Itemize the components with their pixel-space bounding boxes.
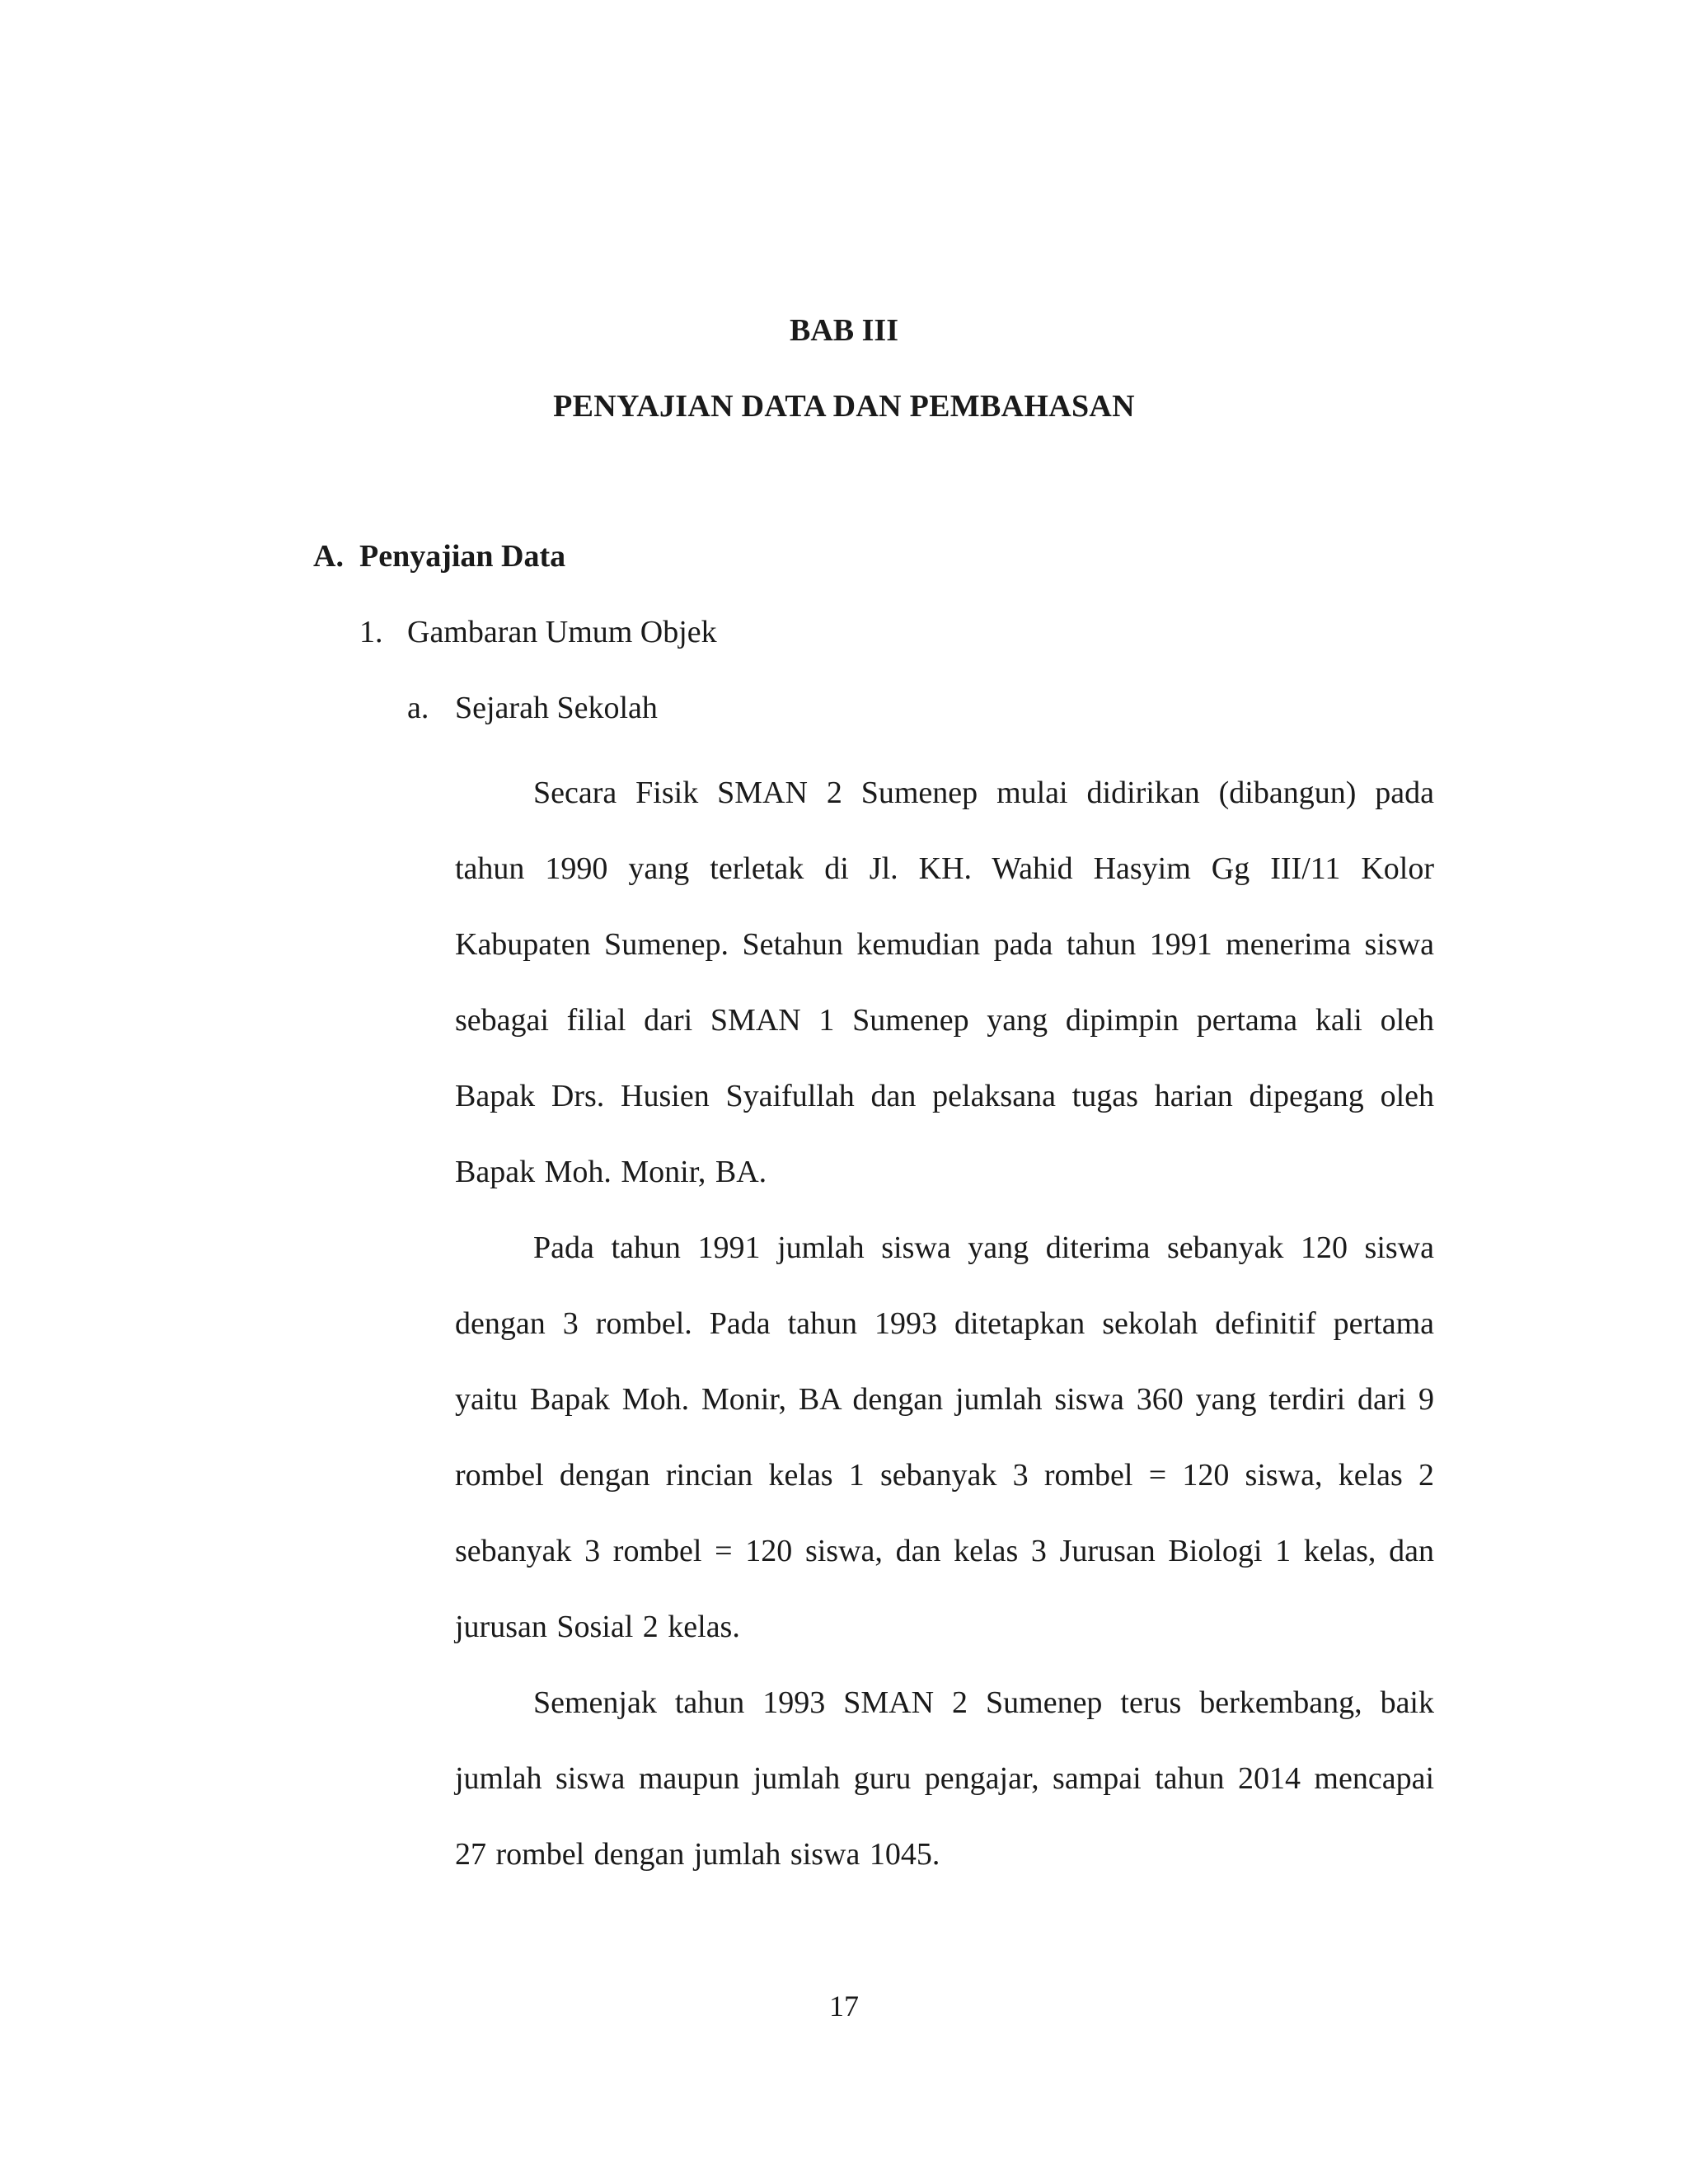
body-text <box>455 755 1434 1892</box>
paragraph: Pada tahun 1991 jumlah siswa yang diterima sebanyak 120 siswa dengan 3 rombel. Pada tahun 1993 ditetapkan sekolah definitif pertama yaitu Bapak Moh. Monir, BA dengan jumlah siswa 360 yang terdiri dari 9 rombel dengan rincian kelas 1 sebanyak 3 rombel = 120 siswa, kelas 2 sebanyak 3 rombel = 120 siswa, dan kelas 3 Jurusan Biologi 1 kelas, dan jurusan Sosial 2 kelas. <box>455 1230 1434 1644</box>
paragraph: Secara Fisik SMAN 2 Sumenep mulai didirikan (dibangun) pada tahun 1990 yang terletak di Jl. KH. Wahid Hasyim Gg III/11 Kolor Kabupaten Sumenep. Setahun kemudian pada tahun 1991 menerima siswa sebagai filial dari SMAN 1 Sumenep yang dipimpin pertama kali oleh Bapak Drs. Husien Syaifullah dan pelaksana tugas harian dipegang oleh Bapak Moh. Monir, BA. <box>455 776 1434 1189</box>
subsubsection-letter: a. <box>407 691 429 725</box>
section-title: Penyajian Data <box>359 539 566 574</box>
paragraph: Semenjak tahun 1993 SMAN 2 Sumenep terus berkembang, baik jumlah siswa maupun jumlah guru pengajar, sampai tahun 2014 mencapai 27 rombel dengan jumlah siswa 1045. <box>455 1685 1434 1872</box>
section-letter: A. <box>313 539 344 574</box>
chapter-title: PENYAJIAN DATA DAN PEMBAHASAN <box>553 389 1135 424</box>
subsubsection-title: Sejarah Sekolah <box>455 691 658 725</box>
section-heading <box>313 537 565 575</box>
subsection-heading <box>359 613 717 651</box>
page-number: 17 <box>829 1990 859 2022</box>
subsection-number: 1. <box>359 615 383 649</box>
subsubsection-heading <box>407 689 658 727</box>
subsection-title: Gambaran Umum Objek <box>407 615 717 649</box>
chapter-number: BAB III <box>790 313 898 348</box>
